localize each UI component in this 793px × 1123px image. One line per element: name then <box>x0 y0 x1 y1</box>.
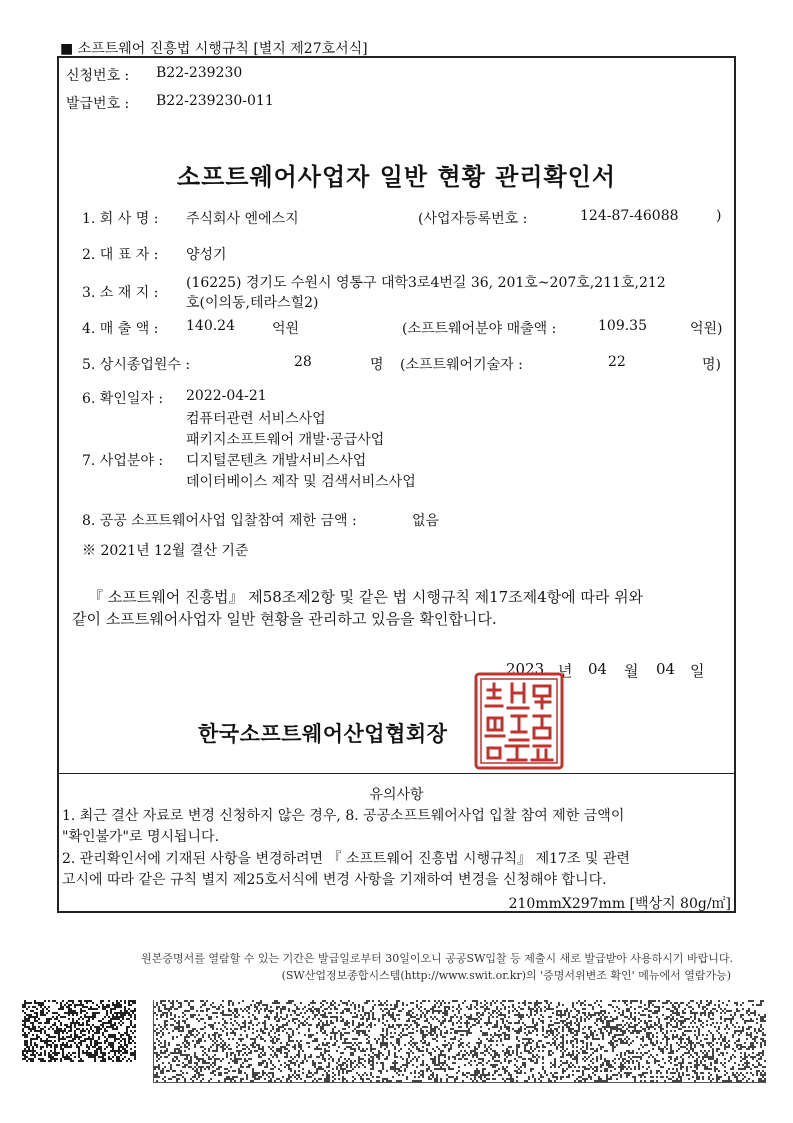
business-field-2: 패키지소프트웨어 개발·공급사업 <box>186 432 385 448</box>
registration-close: ) <box>716 208 722 224</box>
application-number: B22-239230 <box>156 65 243 81</box>
notice-line-3: 2. 관리확인서에 기재된 사항을 변경하려면 『 소프트웨어 진흥법 시행규칙』 제17조 및 관련 <box>62 851 630 867</box>
address-label: 3. 소 재 지 : <box>82 285 159 301</box>
sw-sales-label: (소프트웨어분야 매출액 : <box>402 321 557 337</box>
document-title: 소프트웨어사업자 일반 현황 관리확인서 <box>176 163 617 191</box>
ceo-name: 양성기 <box>186 247 227 263</box>
sales-unit: 억원 <box>272 321 300 337</box>
business-field-label: 7. 사업분야 : <box>82 453 164 469</box>
date-day: 04 <box>656 660 676 678</box>
sales-label: 4. 매 출 액 : <box>82 321 159 337</box>
business-field-1: 컴퓨터관련 서비스사업 <box>186 411 326 427</box>
statement-line-2: 같이 소프트웨어사업자 일반 현황을 관리하고 있음을 확인합니다. <box>72 610 497 628</box>
sw-engineers-label: (소프트웨어기술자 : <box>400 357 523 373</box>
form-header: ■ 소프트웨어 진흥법 시행규칙 [별지 제27호서식] <box>60 41 368 57</box>
employees-value: 28 <box>294 354 312 370</box>
date-year: 2023 <box>506 660 545 678</box>
company-name: 주식회사 엔에스지 <box>186 211 299 227</box>
settlement-note: ※ 2021년 12월 결산 기준 <box>82 543 249 559</box>
footer-line-2: (SW산업정보종합시스템(http://www.swit.or.kr)의 '증명서위변조 확인' 메뉴에서 열람가능) <box>281 969 731 982</box>
sales-value: 140.24 <box>186 318 235 334</box>
bid-limit-label: 8. 공공 소프트웨어사업 입찰참여 제한 금액 : <box>82 513 357 529</box>
date-month-unit: 월 <box>624 662 639 680</box>
issue-number: B22-239230-011 <box>156 93 274 109</box>
sw-sales-value: 109.35 <box>598 318 647 334</box>
business-field-4: 데이터베이스 제작 및 검색서비스사업 <box>186 474 416 490</box>
ceo-label: 2. 대 표 자 : <box>82 247 159 263</box>
paper-spec: 210mmX297mm [백상지 80g/㎡] <box>508 896 731 912</box>
verification-2d-barcode <box>153 1000 766 1083</box>
application-number-label: 신청번호 : <box>66 68 130 84</box>
date-month: 04 <box>588 660 608 678</box>
verification-qr-code <box>22 1000 136 1062</box>
confirm-date-label: 6. 확인일자 : <box>82 391 164 407</box>
official-seal <box>472 670 566 772</box>
confirm-date: 2022-04-21 <box>186 388 267 404</box>
registration-label: (사업자등록번호 : <box>418 211 528 227</box>
business-field-3: 디지털콘텐츠 개발서비스사업 <box>186 453 367 469</box>
bid-limit-value: 없음 <box>412 513 440 529</box>
sw-engineers-value: 22 <box>608 354 626 370</box>
notice-heading: 유의사항 <box>369 787 424 803</box>
footer-line-1: 원본증명서를 열람할 수 있는 기간은 발급일로부터 30일이오니 공공SW입찰 등 제출시 새로 발급받아 사용하시기 바랍니다. <box>141 952 733 965</box>
notice-line-2: "확인불가"로 명시됩니다. <box>62 829 220 845</box>
date-year-unit: 년 <box>558 662 573 680</box>
notice-line-1: 1. 최근 결산 자료로 변경 신청하지 않은 경우, 8. 공공소프트웨어사업 입찰 참여 제한 금액이 <box>62 808 625 824</box>
association-name: 한국소프트웨어산업협회장 <box>198 722 448 746</box>
employees-unit: 명 <box>370 357 384 373</box>
statement-line-1: 『 소프트웨어 진흥법』 제58조제2항 및 같은 법 시행규칙 제17조제4항에 따라 위와 <box>88 588 644 606</box>
company-label: 1. 회 사 명 : <box>82 211 159 227</box>
date-day-unit: 일 <box>690 662 705 680</box>
notice-line-4: 고시에 따라 같은 규칙 별지 제25호서식에 변경 사항을 기재하여 변경을 신청해야 합니다. <box>62 872 607 888</box>
employees-label: 5. 상시종업원수 : <box>82 357 191 373</box>
sw-sales-unit: 억원) <box>690 321 723 337</box>
address-line-2: 호(이의동,테라스힐2) <box>186 295 319 311</box>
registration-number: 124-87-46088 <box>580 208 679 224</box>
address-line-1: (16225) 경기도 수원시 영통구 대학3로4번길 36, 201호~207호,211호,212 <box>186 275 666 291</box>
notice-divider <box>57 773 736 774</box>
sw-engineers-unit: 명) <box>702 357 721 373</box>
issue-number-label: 발급번호 : <box>66 96 130 112</box>
